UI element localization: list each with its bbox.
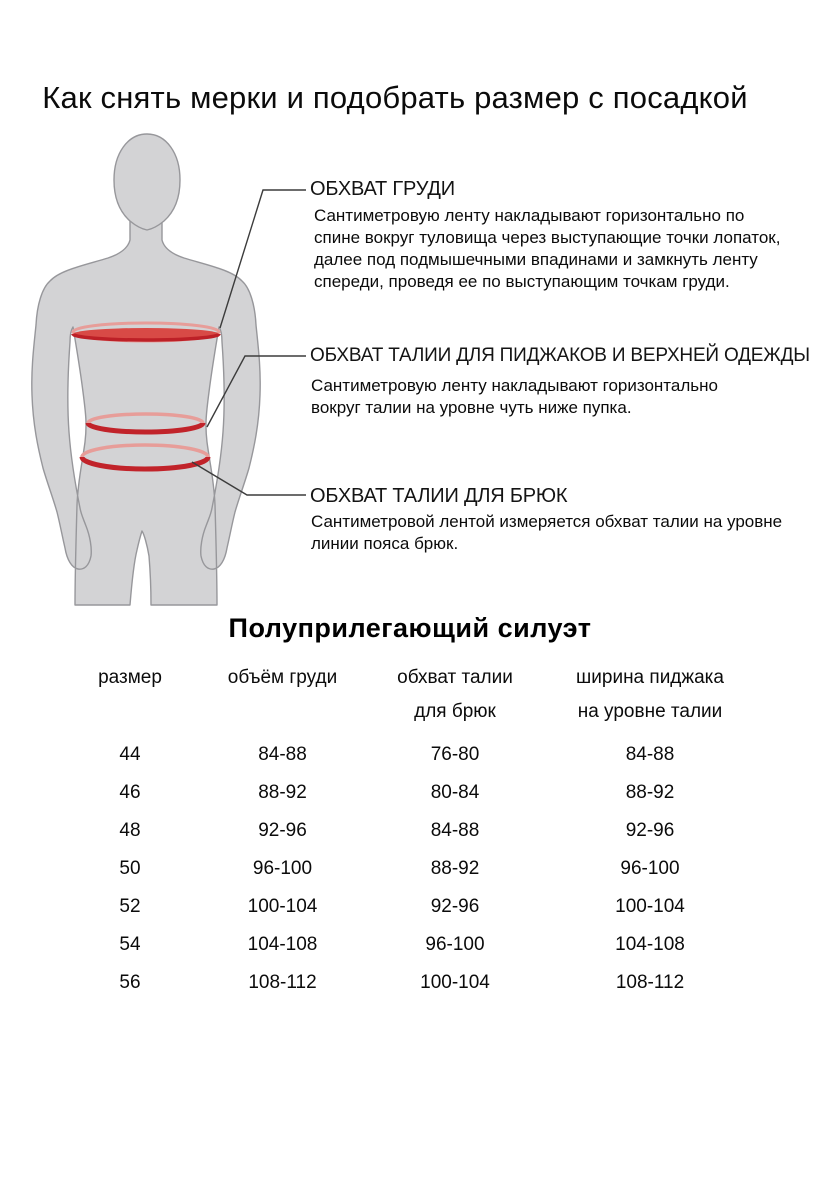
column-header-size: размер [98,667,162,688]
table-cell-width: 88-92 [625,782,675,803]
table-title: Полуприлегающий силуэт [228,613,592,643]
table-cell-chest: 92-96 [258,820,307,841]
table-row [40,926,735,964]
section-body-jacket-waist [311,375,718,419]
size-table [40,666,735,1002]
text-line: спине вокруг туловища через выступающие точки лопаток, [314,228,781,247]
text-line: вокруг талии на уровне чуть ниже пупка. [311,398,632,417]
table-cell-chest: 96-100 [252,858,313,879]
section-heading-jacket-waist: ОБХВАТ ТАЛИИ ДЛЯ ПИДЖАКОВ И ВЕРХНЕЙ ОДЕЖДЫ [310,345,810,366]
table-body [40,736,735,1002]
table-cell-chest: 104-108 [247,934,318,955]
text-line: далее под подмышечными впадинами и замкнуть ленту [314,250,758,269]
table-cell-waist: 84-88 [430,820,480,841]
table-cell-size: 44 [119,744,141,765]
section-heading-trouser-waist: ОБХВАТ ТАЛИИ ДЛЯ БРЮК [310,485,568,507]
column-header-trouser-waist: обхват талии для брюк [397,667,513,722]
table-header-row [40,666,735,724]
column-header-chest: объём груди [227,667,338,688]
text-line: Сантиметровую ленту накладывают горизонтально по [314,206,745,225]
text-line: спереди, проведя ее по выступающим точкам груди. [314,272,730,291]
table-row [40,888,735,926]
table-row [40,812,735,850]
male-silhouette-body [32,216,260,605]
table-cell-size: 50 [119,858,141,879]
male-silhouette-head [114,134,180,230]
text-line: Сантиметровой лентой измеряется обхват талии на уровне [311,512,783,531]
table-cell-waist: 92-96 [430,896,480,917]
table-cell-width: 96-100 [620,858,680,879]
section-body-trouser-waist [311,511,782,555]
table-cell-waist: 96-100 [425,934,485,955]
table-cell-waist: 76-80 [430,744,480,765]
section-body-chest [314,205,780,293]
table-cell-waist: 100-104 [420,972,490,993]
table-cell-chest: 100-104 [247,896,318,917]
table-cell-waist: 88-92 [430,858,480,879]
table-cell-chest: 84-88 [258,744,307,765]
table-row [40,736,735,774]
male-silhouette-illustration [20,120,310,620]
page-title: Как снять мерки и подобрать размер с посадкой [42,80,748,115]
table-cell-width: 84-88 [625,744,675,765]
table-row [40,850,735,888]
table-cell-chest: 108-112 [248,972,317,993]
table-cell-chest: 88-92 [258,782,307,803]
table-cell-width: 108-112 [615,972,685,993]
text-line: Сантиметровую ленту накладывают горизонтально [311,376,718,395]
table-row [40,774,735,812]
column-header-jacket-width: ширина пиджака на уровне талии [576,667,724,722]
text-line: линии пояса брюк. [311,534,459,553]
table-row [40,964,735,1002]
table-cell-waist: 80-84 [430,782,480,803]
table-cell-size: 54 [119,934,141,955]
table-cell-width: 100-104 [615,896,685,917]
section-heading-chest: ОБХВАТ ГРУДИ [310,178,455,200]
table-cell-size: 48 [119,820,141,841]
table-cell-size: 52 [119,896,141,917]
table-cell-size: 46 [119,782,141,803]
table-cell-size: 56 [119,972,141,993]
table-cell-width: 104-108 [615,934,685,955]
table-cell-width: 92-96 [625,820,675,841]
